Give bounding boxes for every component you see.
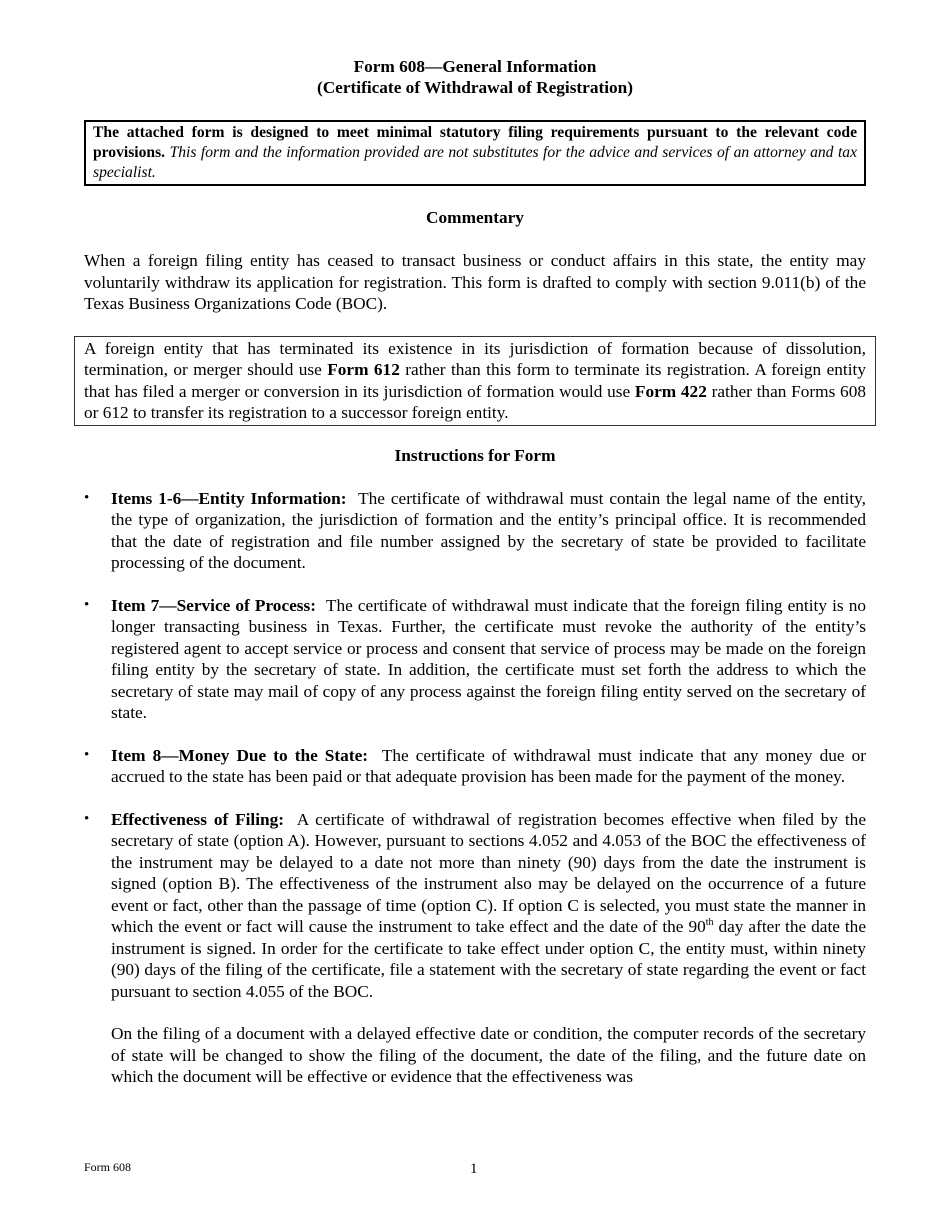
list-item-service-of-process [84,595,866,724]
bullet-icon: • [84,746,90,763]
footer-page-number: 1 [470,1161,478,1177]
item-label: Items 1-6—Entity Information: [111,488,347,508]
note-text-1: A foreign entity that has terminated its existence in its jurisdiction of formation because of dissolution, termination, or merger should use [84,338,866,379]
notice-italic-text: This form and the information provided are not substitutes for the advice and services of an attorney and tax specialist. [93,144,857,181]
note-text-2: rather than this form to terminate its registration. A foreign entity that has filed a merger or conversion in its jurisdiction of formation would use [84,360,866,401]
instructions-list [84,488,866,1003]
footer-form-label: Form 608 [84,1160,132,1174]
page-title [84,56,866,98]
bullet-icon: • [84,596,90,613]
ordinal-superscript: th [705,917,714,929]
list-item-effectiveness-of-filing [84,809,866,1003]
item-text-after-superscript: day after the date the instrument is signed. In order for the certificate to take effect under option C, the entity must, within ninety (90) days of the filing of the certificate, file a statement with the secretary of state regarding the event or fact pursuant to section 4.055 of the BOC. [111,917,866,1001]
title-line-1: Form 608—General Information [353,57,597,76]
item-label: Item 8—Money Due to the State: [111,745,368,765]
form-422-reference: Form 422 [634,381,707,401]
commentary-paragraph: When a foreign filing entity has ceased to transact business or conduct affairs in this state, the entity may voluntarily withdraw its application for registration. This form is drafted to comply with section 9.011(b) of the Texas Business Organizations Code (BOC). [84,251,866,313]
list-item-entity-information [84,488,866,574]
commentary-heading: Commentary [426,208,524,227]
notice-box [84,120,866,186]
notice-bold-text: The attached form is designed to meet minimal statutory filing requirements pursuant to the relevant code provisions. [93,124,857,161]
bullet-icon: • [84,489,90,506]
item-text: The certificate of withdrawal must indicate that any money due or accrued to the state has been paid or that adequate provision has been made for the payment of the money. [111,745,866,786]
title-line-2: (Certificate of Withdrawal of Registration) [316,78,634,97]
item-text-before-superscript: A certificate of withdrawal of registration becomes effective when filed by the secretary of state (option A). However, pursuant to sections 4.052 and 4.053 of the BOC the effectiveness of the instrument may be delayed to a date not more than ninety (90) days from the date the instrument is signed (option B). The effectiveness of the instrument also may be delayed on the occurrence of a future event or fact, other than the passage of time (option C). If option C is selected, you must state the manner in which the event or fact will cause the instrument to take effect and the date of the 90 [111,809,866,936]
item-text: The certificate of withdrawal must indicate that the foreign filing entity is no longer transacting business in Texas. Further, the certificate must revoke the authority of the entity’s registered agent to accept service or process and consent that service of process may be made on the foreign filing entity by the secretary of state. In addition, the certificate must set forth the address to which the secretary of state may mail of copy of any process against the foreign filing entity served on the secretary of state. [111,595,866,722]
item-label: Item 7—Service of Process: [111,595,316,615]
bullet-icon: • [84,810,90,827]
note-text-3: rather than Forms 608 or 612 to transfer its registration to a successor foreign entity. [84,381,866,422]
commentary-note-box [74,336,876,426]
delayed-effective-paragraph: On the filing of a document with a delayed effective date or condition, the computer records of the secretary of state will be changed to show the filing of the document, the date of the filing, and the future date on which the document will be effective or evidence that the effectiveness was [111,1024,866,1086]
item-label: Effectiveness of Filing: [111,809,285,829]
form-612-reference: Form 612 [327,360,400,379]
item-text: The certificate of withdrawal must contain the legal name of the entity, the type of organization, the jurisdiction of formation and the entity’s principal office. It is recommended that the date of registration and file number assigned by the secretary of state be provided to facilitate processing of the document. [111,488,866,572]
instructions-heading: Instructions for Form [394,445,556,465]
document-page [84,56,866,1088]
list-item-money-due [84,745,866,788]
